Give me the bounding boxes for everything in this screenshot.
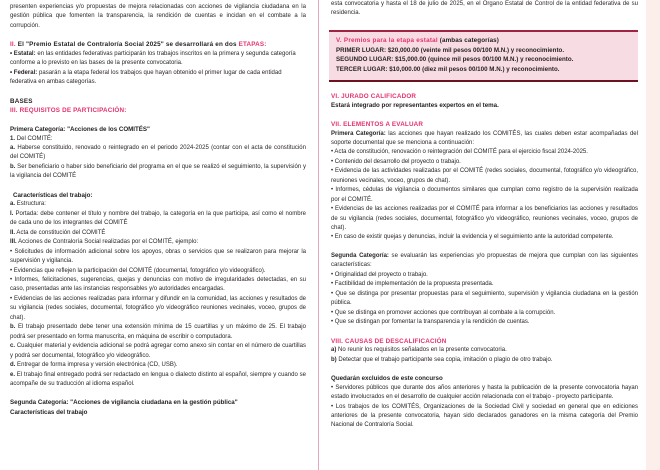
vii-segunda-bullet-4: • Que se distinga en promover acciones que contribuyan al combate a la corrupción.: [331, 309, 556, 316]
example-bullet-1: • Solicitudes de información adicional sobre los apoyos, obras o servicios que se realizaron para mejorar la supervisión y vigilancia.: [10, 248, 306, 265]
prize-first-place: PRIMER LUGAR: $20,000.00 (veinte mil pesos 00/100 M.N.) y reconocimiento.: [336, 46, 565, 54]
spacer: [329, 111, 638, 120]
section-vi-heading: VI. JURADO CALIFICADOR: [331, 92, 417, 100]
section-vi-text: Estará integrado por representantes expertos en el tema.: [331, 102, 499, 110]
bases-heading: BASES: [10, 97, 33, 105]
segunda-categoria-title: "Acciones de vigilancia ciudadana en la gestión pública": [68, 399, 238, 407]
primera-categoria-label: Primera Categoría:: [10, 125, 66, 133]
section-viii-item-a-text: No reunir los requisitos señalados en la presente convocatoria.: [336, 347, 507, 354]
caracteristica-a: [10, 200, 306, 209]
example-bullet-3: • Informes, felicitaciones, sugerencias, quejas y denuncias con motivo de irregularidades detectadas, en su caso, presentadas ante las instancias responsables y/o autoridades encargadas.: [10, 277, 306, 293]
work-rule-e-text: El trabajo final entregado podrá ser redactado en lengua o dialecto distinto al español, siempre y cuando se acompañe de su traducción al idioma español.: [10, 371, 306, 388]
work-rule-e: [10, 371, 306, 390]
work-rule-b-label: b.: [10, 324, 16, 331]
prize-box-title: [336, 36, 632, 46]
primera-subitem-a: [10, 144, 306, 163]
section-iii-heading: III. REQUISITOS DE PARTICIPACIÓN:: [10, 107, 127, 115]
section-vii-segunda: [329, 252, 638, 271]
primera-subitem-a-label: a.: [10, 145, 16, 151]
section-viii-item-b-label: b): [331, 356, 337, 363]
vii-segunda-bullet-5: • Que se distingan por fomentar la transparencia y la rendición de cuentas.: [331, 319, 530, 326]
etapa-federal-label: • Federal:: [10, 69, 38, 76]
etapa-estatal-item: [10, 50, 306, 69]
right-column: [318, 0, 660, 470]
primera-categoria-heading: [10, 125, 306, 135]
excluded-bullet-1: • Servidores públicos que durante dos años anteriores y hasta la publicación de la presente convocatoria hayan estado involucrados en el desarrollo de cualquier acción relacionada con el trabajo - proyecto participante.: [331, 384, 638, 401]
caracteristica-iii-label: III.: [10, 239, 17, 246]
caracteristica-ii-label: II.: [10, 229, 16, 236]
work-rule-b-text: El trabajo presentado debe tener una extensión mínima de 15 cuartillas y un máximo de 25. El trabajo podrá ser presentado en forma manuscrita, en máquina de escribir o computadora.: [10, 324, 306, 340]
vii-primera-bullet-1: • Acta de constitución, renovación o reintegración del COMITÉ para el ejercicio fiscal 2024-2025.: [331, 149, 588, 156]
vii-primera-bullet-3: • Evidencia de las actividades realizadas por el COMITÉ (redes sociales, documental, fotográfico y/o videográfico, reuniones vecinales, voceo, grupos de chat).: [331, 168, 638, 184]
vii-segunda-bullet-2: • Factibilidad de implementación de la propuesta presentada.: [331, 281, 494, 288]
section-ii-heading: [10, 40, 306, 50]
spacer: [10, 389, 306, 398]
spacer: [10, 31, 306, 40]
work-rule-d: [10, 361, 306, 370]
primera-subitem-b: [10, 163, 306, 182]
caracteristica-i-text: Portada: debe contener el título y nombre del trabajo, la categoría en la que participa, así como el nombre de cada uno de los integrantes del COMITÉ: [10, 210, 306, 227]
vii-primera-bullet-5: • Evidencias de las acciones realizadas por el COMITÉ para informar a los beneficiarios las acciones y resultados de su vigilancia (redes sociales, documental, fotográfico y/o videográfico, reuniones vecinales, voceo, grupos de chat).: [331, 206, 638, 232]
section-ii-number: II.: [10, 41, 16, 49]
work-rule-c-text: Cualquier material y evidencia adicional se podrá agregar como anexo sin contar en el número de cuartillas y podrá ser documental, fotográfico y/o videográfico.: [10, 343, 306, 359]
left-column: [0, 0, 318, 470]
example-bullet-4: • Evidencias de las acciones realizadas para informar y difundir en la comunidad, las acciones y resultados de su vigilancia (redes sociales, documental, fotográfico y/o videográfico reuniones vecinales, voceo, grupos de chat).: [10, 295, 306, 321]
primera-categoria-title: "Acciones de los COMITÉS": [65, 125, 150, 133]
primera-item-1-label: 1.: [10, 135, 16, 142]
primera-subitem-a-text: Haberse constituido, renovado o reintegrado en el periodo 2024-2025 (contar con el acta de constitución del COMITÉ): [10, 145, 306, 161]
segunda-categoria-subheading: Características del trabajo: [10, 409, 88, 417]
spacer: [329, 82, 638, 92]
section-viii-item-a: [329, 346, 638, 355]
work-rule-b: [10, 323, 306, 342]
vii-segunda-bullet-3: • Que se distinga por presentar propuestas para el seguimiento, supervisión y vigilancia ciudadana en la gestión pública.: [331, 290, 638, 307]
section-vii-primera-text: las acciones que hayan realizado los COMITÉS, las cuales deben estar acompañadas del soporte documental que se menciona a continuación:: [331, 130, 639, 146]
right-top-paragraph: esta convocatoria y hasta el 18 de julio de 2025, en el Órgano Estatal de Control de la entidad federativa de su residencia.: [331, 1, 638, 17]
spacer: [10, 182, 306, 191]
section-viii-item-b: [329, 356, 638, 365]
caracteristica-iii-text: Acciones de Contraloría Social realizadas por el COMITÉ, ejemplo:: [16, 239, 199, 246]
segunda-categoria-heading: [10, 398, 306, 408]
excluded-bullet-2: • Los trabajos de los COMITÉS, Organizaciones de la Sociedad Civil y sociedad en general que en ediciones anteriores de la presente convocatoria, hayan sido declarados ganadores en la misma categoría del Premio Nacional de Contraloría Social.: [331, 403, 638, 429]
prize-second-place: SEGUNDO LUGAR: $15,000.00 (quince mil pesos 00/100 M.N.) y reconocimiento.: [336, 56, 574, 64]
excluded-heading: Quedarán excluidos de este concurso: [331, 375, 443, 383]
caracteristica-iii: [10, 238, 306, 247]
section-vii-segunda-text: se evaluarán las experiencias y/o propuestas de mejora que cumplan con las siguientes características:: [331, 252, 638, 269]
section-vii-segunda-label: Segunda Categoría:: [331, 252, 389, 259]
work-rule-c-label: c.: [10, 343, 16, 350]
caracteristica-ii-text: Acta de constitución del COMITÉ: [15, 229, 106, 236]
etapa-federal-item: [10, 69, 306, 88]
spacer: [329, 19, 638, 30]
caracteristica-i: [10, 210, 306, 229]
spacer: [329, 243, 638, 252]
prize-third-place: TERCER LUGAR: $10,000.00 (diez mil pesos 00/100 M.N.) y reconocimiento.: [336, 66, 560, 74]
section-vii-primera-label: Primera Categoría:: [331, 130, 386, 137]
section-ii-highlight: ETAPAS:: [238, 41, 267, 49]
section-vii-heading: VII. ELEMENTOS A EVALUAR: [331, 120, 424, 128]
primera-item-1: [10, 135, 306, 144]
vii-primera-bullet-4: • Informes, cédulas de vigilancia o documentos similares que cumplan como registro de la supervisión realizada por el COMITÉ.: [331, 187, 638, 203]
primera-subitem-b-label: b.: [10, 163, 16, 170]
prize-box: [329, 30, 638, 82]
spacer: [10, 116, 306, 125]
etapa-estatal-label: • Estatal:: [10, 50, 36, 57]
caracteristica-ii: [10, 229, 306, 238]
spacer: [329, 328, 638, 337]
vii-segunda-bullet-1: • Originalidad del proyecto o trabajo.: [331, 271, 428, 278]
work-rule-d-text: Entregar de forma impresa y versión electrónica (CD, USB).: [15, 362, 178, 369]
primera-item-1-text: Del COMITÉ:: [15, 135, 53, 142]
section-ii-title: El "Premio Estatal de Contraloría Social 2025" se desarrollará en dos: [15, 41, 239, 49]
segunda-categoria-label: Segunda Categoría:: [10, 399, 69, 407]
work-rule-d-label: d.: [10, 362, 16, 369]
caracteristicas-heading: Características del trabajo:: [13, 191, 93, 199]
work-rule-c: [10, 342, 306, 361]
prize-box-title-suffix: (ambas categorías): [437, 36, 499, 44]
caracteristica-i-label: I.: [10, 210, 14, 217]
intro-paragraph: presenten experiencias y/o propuestas de mejora relacionadas con acciones de vigilancia ciudadana en la gestión pública que fomenten la transparencia, la rendición de cuentas e incidan en el combate a la corrupción.: [10, 4, 306, 29]
work-rule-e-label: e.: [10, 371, 16, 378]
etapa-estatal-text: en las entidades federativas participarán los trabajos inscritos en la primera y segunda categoría conforme a lo previsto en las bases de la presente convocatoria.: [10, 50, 296, 67]
section-vii-primera: [329, 130, 638, 149]
prize-box-title-main: V. Premios para la etapa estatal: [336, 36, 438, 44]
example-bullet-2: • Evidencias que reflejen la participación del COMITÉ (documental, fotográfico y/o videográfico).: [10, 267, 266, 274]
section-viii-heading: VIII. CAUSAS DE DESCALIFICACIÓN: [331, 337, 447, 345]
vii-primera-bullet-6: • En caso de existir quejas y denuncias, incluir la evidencia y el seguimiento ante la autoridad competente.: [331, 234, 614, 241]
primera-subitem-b-text: Ser beneficiario o haber sido beneficiario del programa en el que se realizó el seguimiento, la supervisión y la vigilancia del COMITÉ: [10, 163, 306, 180]
vii-primera-bullet-2: • Contenido del desarrollo del proyecto o trabajo.: [331, 158, 461, 165]
caracteristica-a-text: Estructura:: [15, 201, 46, 208]
caracteristica-a-label: a.: [10, 201, 16, 208]
spacer: [329, 365, 638, 374]
spacer: [10, 88, 306, 97]
etapa-federal-text: pasarán a la etapa federal los trabajos que hayan obtenido el primer lugar de cada entidad federativa en ambas categorías.: [10, 69, 282, 86]
section-viii-item-b-text: Detectar que el trabajo participante sea copia, imitación o plagio de otro trabajo.: [336, 356, 553, 363]
section-viii-item-a-label: a): [331, 347, 337, 354]
